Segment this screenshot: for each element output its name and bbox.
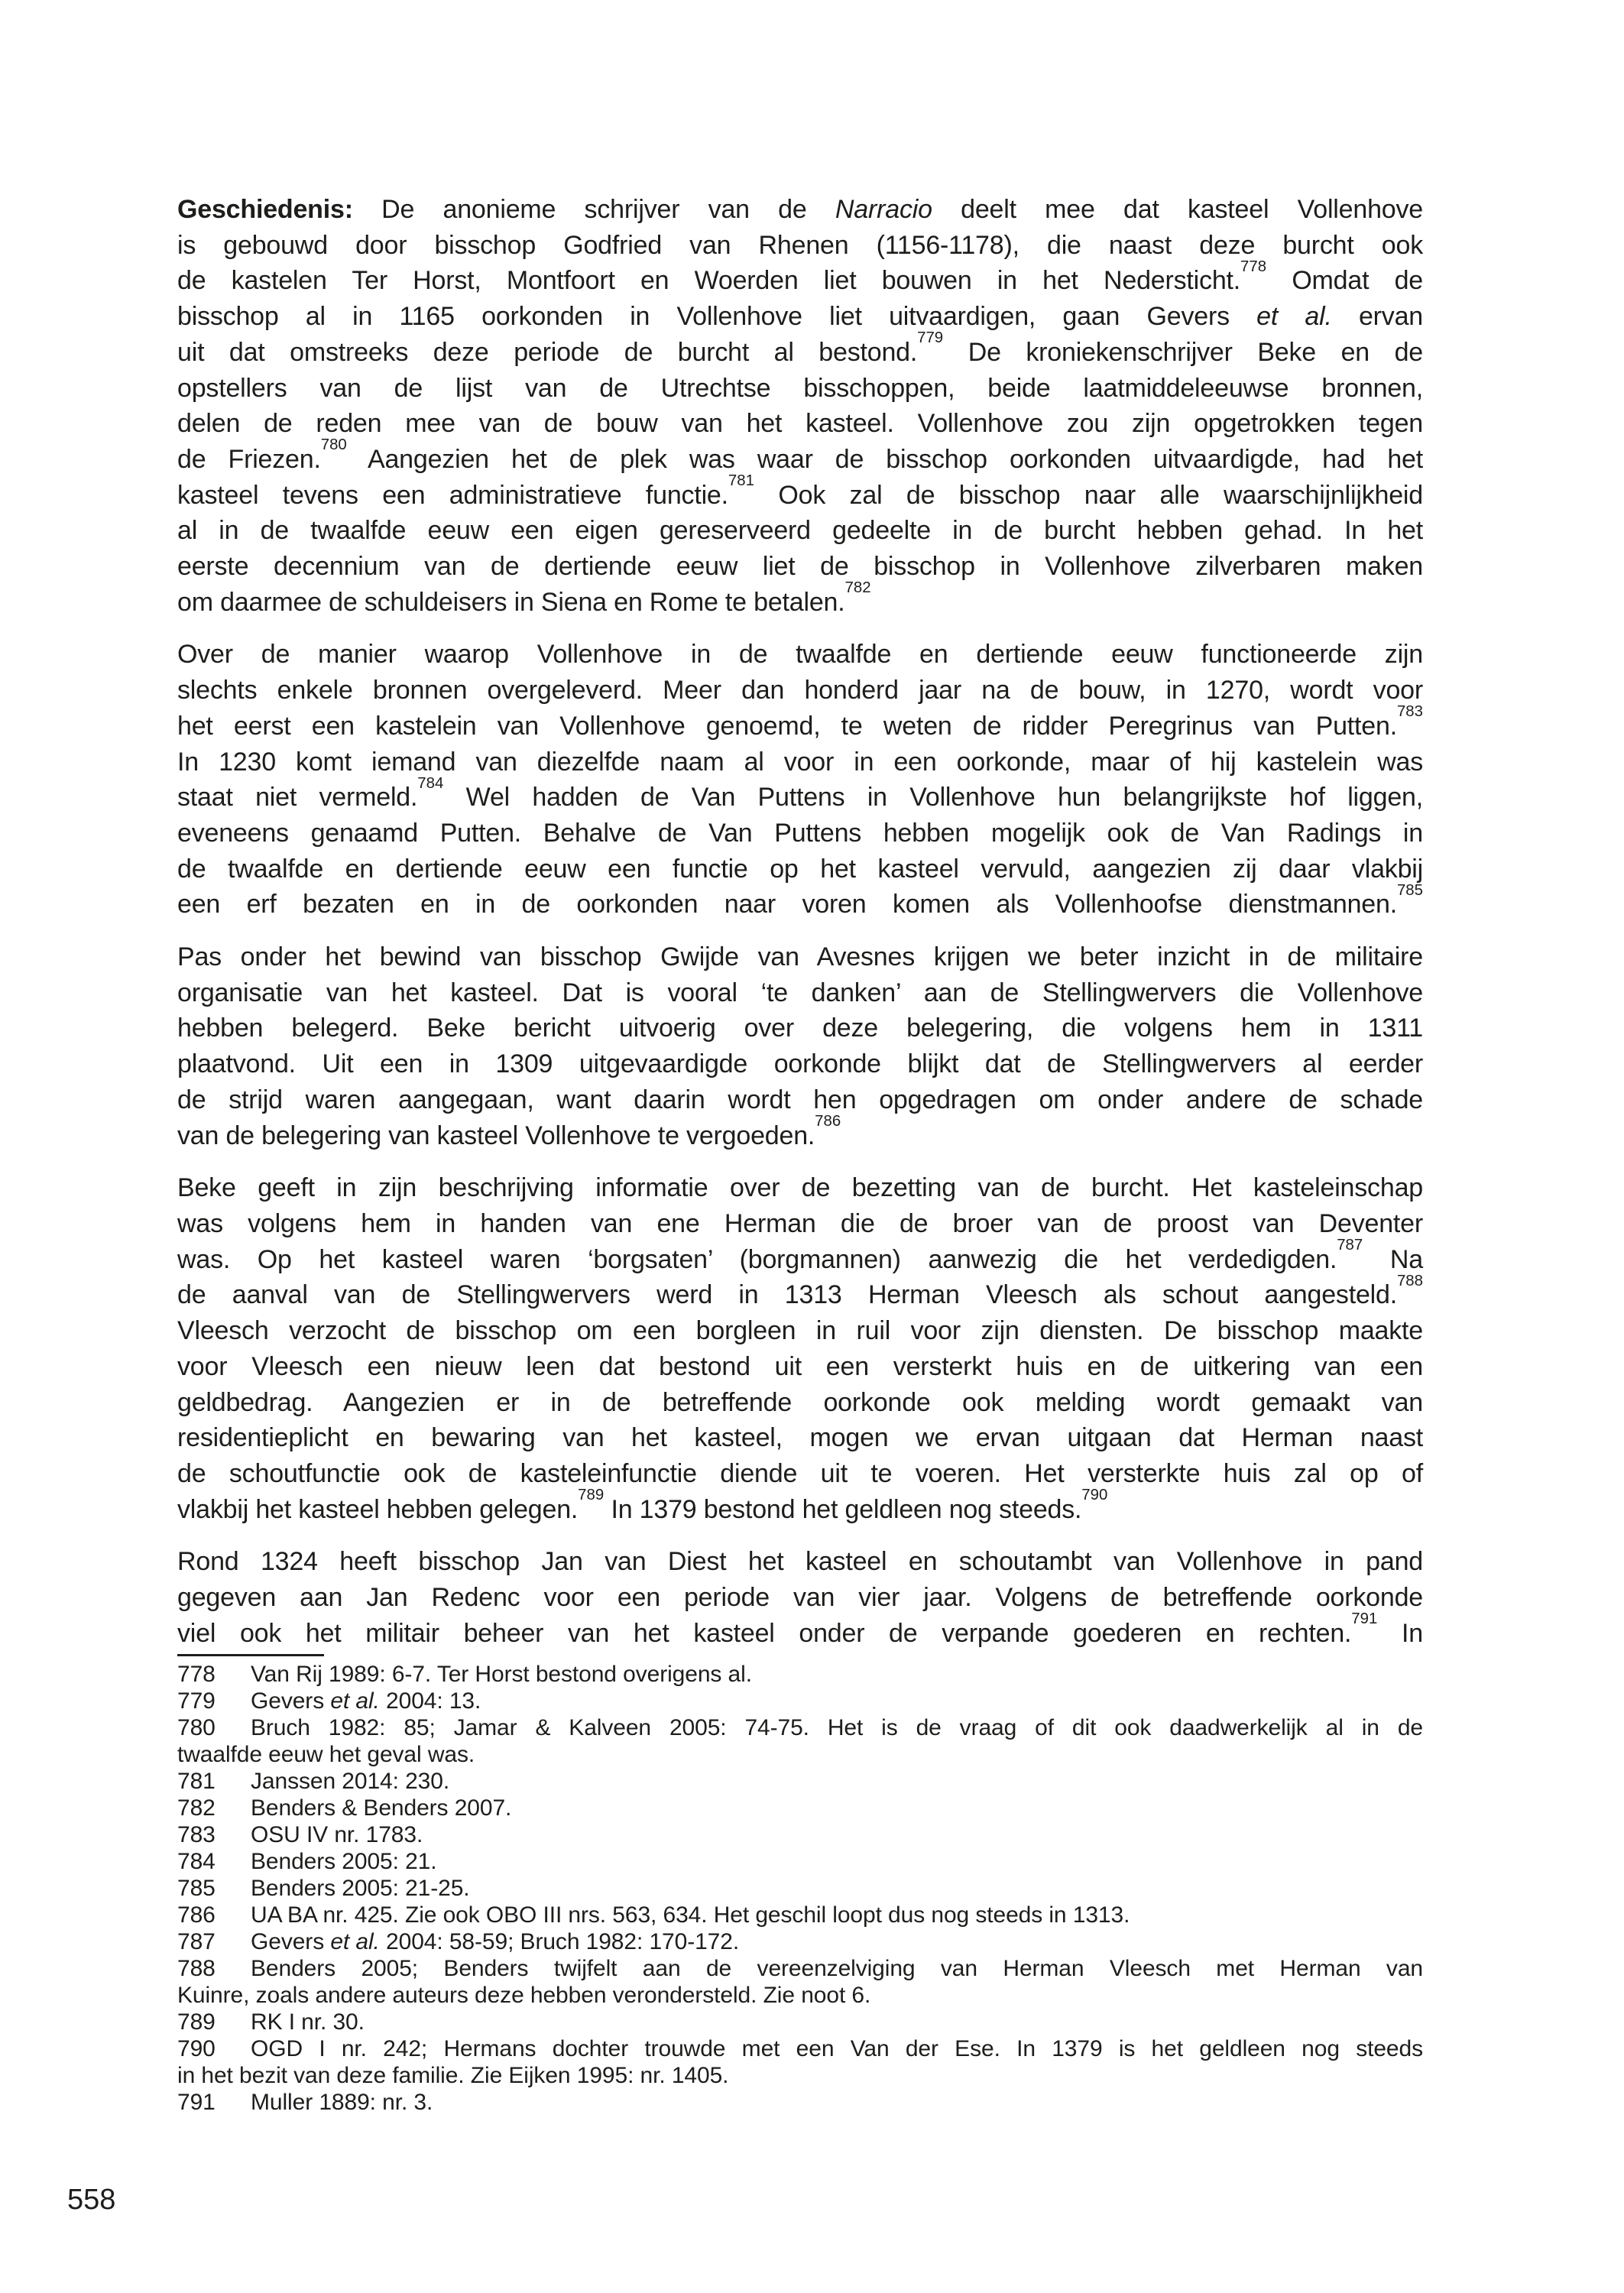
text-line: de kastelen Ter Horst, Montfoort en Woerden liet bouwen in het Nedersticht.$^{778}$ Omdat de: [177, 258, 1424, 296]
footnote-line: [177, 1875, 1423, 1902]
text-line: de schoutfunctie ook de kasteleinfunctie diende uit te voeren. Het versterkte huis zal op of: [177, 1458, 1423, 1488]
footnote-number: 783: [177, 1822, 216, 1848]
footnote-text: Bruch 1982: 85; Jamar & Kalveen 2005: 74-75. Het is de vraag of dit ook daadwerkelijk al in de: [251, 1715, 1423, 1741]
text-line: delen de reden mee van de bouw van het kasteel. Vollenhove zou zijn opgetrokken tegen: [177, 409, 1423, 439]
footnote: [177, 1688, 1423, 1714]
footnote-line: [177, 1714, 1423, 1741]
footnote-text: Muller 1889: nr. 3.: [251, 2090, 433, 2116]
text-line: eerste decennium van de dertiende eeuw liet de bisschop in Vollenhove zilverbaren maken: [177, 552, 1423, 582]
footnote-text: OGD I nr. 242; Hermans dochter trouwde met een Van der Ese. In 1379 is het geldleen nog steeds: [251, 2036, 1423, 2062]
text-line: Over de manier waarop Vollenhove in de twaalfde en dertiende eeuw functioneerde zijn: [177, 640, 1423, 670]
footnote-text: RK I nr. 30.: [251, 2009, 365, 2035]
paragraph: [177, 192, 1423, 620]
footnote-text: Benders 2005; Benders twijfelt aan de vereenzelviging van Herman Vleesch met Herman van: [251, 1956, 1423, 1982]
text-line: om daarmee de schuldeisers in Siena en Rome te betalen.$^{782}$: [177, 579, 871, 617]
footnote-line: [177, 1902, 1423, 1928]
footnote-line: [177, 1795, 1423, 1821]
footnote-number: 790: [177, 2036, 216, 2062]
text-line: de strijd waren aangegaan, want daarin wordt hen opgedragen om onder andere de schade: [177, 1085, 1423, 1114]
footnote-line: [177, 1821, 1423, 1848]
text-line: bisschop al in 1165 oorkonden in Vollenhove liet uitvaardigen, gaan Gevers et al. ervan: [177, 302, 1424, 332]
text-line: uit dat omstreeks deze periode de burcht al bestond.$^{779}$ De kroniekenschrijver Beke en de: [177, 329, 1423, 367]
paragraph: [177, 939, 1423, 1153]
text-line: eveneens genaamd Putten. Behalve de Van Puttens hebben mogelijk ook de Van Radings in: [177, 818, 1423, 848]
footnote: [177, 1714, 1423, 1768]
text-line: gegeven aan Jan Redenc voor een periode van vier jaar. Volgens de betreffende oorkonde: [177, 1583, 1423, 1613]
text-line: geldbedrag. Aangezien er in de betreffende oorkonde ook melding wordt gemaakt van: [177, 1387, 1423, 1417]
footnote: [177, 1795, 1423, 1821]
text-line: was. Op het kasteel waren ‘borgsaten’ (borgmannen) aanwezig die het verdedigden.$^{787}$ Na: [177, 1237, 1423, 1274]
footnotes-section: [177, 1661, 1423, 2116]
footnote-text: Benders & Benders 2007.: [251, 1795, 512, 1821]
text-line: viel ook het militair beheer van het kasteel onder de verpande goederen en rechten.$^{791}$ In: [177, 1610, 1424, 1648]
text-line: is gebouwd door bisschop Godfried van Rhenen (1156-1178), die naast deze burcht ook: [177, 230, 1423, 260]
text-line: Beke geeft in zijn beschrijving informatie over de bezetting van de burcht. Het kasteleinschap: [177, 1173, 1423, 1203]
text-line: de aanval van de Stellingwervers werd in 1313 Herman Vleesch als schout aangesteld.$^{788}$: [177, 1272, 1423, 1310]
footnote-line: [177, 2009, 1423, 2035]
footnote-number: 788: [177, 1956, 216, 1982]
footnote: [177, 2089, 1423, 2116]
footnote: [177, 1768, 1423, 1795]
text-line: plaatvond. Uit een in 1309 uitgevaardigde oorkonde blijkt dat de Stellingwervers al eerder: [177, 1049, 1423, 1079]
footnote-number: 781: [177, 1769, 216, 1795]
text-line: het eerst een kastelein van Vollenhove genoemd, te weten de ridder Peregrinus van Putten.$^{783}$: [177, 703, 1423, 741]
footnote-number: 791: [177, 2090, 216, 2116]
footnote-number: 787: [177, 1929, 216, 1955]
text-line: kasteel tevens een administratieve functie.$^{781}$ Ook zal de bisschop naar alle waarschijnlijkheid: [177, 472, 1423, 510]
footnote-number: 785: [177, 1876, 216, 1902]
footnote-number: 786: [177, 1902, 216, 1928]
text-line: Geschiedenis: De anonieme schrijver van de Narracio deelt mee dat kasteel Vollenhove: [177, 195, 1424, 224]
footnote-line: [177, 1848, 1423, 1875]
footnote-separator-rule: [177, 1654, 324, 1656]
footnote: [177, 2035, 1423, 2089]
footnote-line: [177, 2089, 1423, 2116]
footnote-number: 789: [177, 2009, 216, 2035]
text-line: opstellers van de lijst van de Utrechtse bisschoppen, beide laatmiddeleeuwse bronnen,: [177, 373, 1423, 403]
paragraph: [177, 637, 1423, 923]
footnote-text: OSU IV nr. 1783.: [251, 1822, 423, 1848]
footnote: [177, 1928, 1423, 1955]
text-line: staat niet vermeld.$^{784}$ Wel hadden de Van Puttens in Vollenhove hun belangrijkste hof liggen,: [177, 774, 1423, 812]
text-line: al in de twaalfde eeuw een eigen gereserveerd gedeelte in de burcht hebben gehad. In het: [177, 516, 1423, 546]
text-line: een erf bezaten en in de oorkonden naar voren komen als Vollenhoofse dienstmannen.$^{785}$: [177, 881, 1423, 919]
body-paragraphs: [177, 192, 1423, 1651]
footnote-text: Benders 2005: 21-25.: [251, 1876, 470, 1902]
footnote-line: [177, 1928, 1423, 1955]
footnote-line: twaalfde eeuw het geval was.: [177, 1742, 475, 1768]
text-line: organisatie van het kasteel. Dat is vooral ‘te danken’ aan de Stellingwervers die Vollenhove: [177, 978, 1423, 1007]
text-line: Vleesch verzocht de bisschop om een borgleen in ruil voor zijn diensten. De bisschop maakte: [177, 1316, 1423, 1346]
footnote-text: Benders 2005: 21.: [251, 1849, 437, 1875]
footnote-line: [177, 1768, 1423, 1795]
footnote-number: 779: [177, 1688, 216, 1714]
footnote-text: UA BA nr. 425. Zie ook OBO III nrs. 563, 634. Het geschil loopt dus nog steeds in 1313.: [251, 1902, 1130, 1928]
footnote: [177, 1661, 1423, 1688]
footnote-line: [177, 1661, 1423, 1688]
footnote-number: 778: [177, 1662, 216, 1688]
footnote-number: 780: [177, 1715, 216, 1741]
footnote: [177, 1902, 1423, 1928]
footnote-line: in het bezit van deze familie. Zie Eijken 1995: nr. 1405.: [177, 2063, 729, 2089]
footnote-number: 782: [177, 1795, 216, 1821]
paragraph: [177, 1170, 1423, 1527]
text-line: residentieplicht en bewaring van het kasteel, mogen we ervan uitgaan dat Herman naast: [177, 1423, 1423, 1453]
footnote-line: [177, 1688, 1423, 1714]
footnote: [177, 1875, 1423, 1902]
text-line: In 1230 komt iemand van diezelfde naam al voor in een oorkonde, maar of hij kastelein was: [177, 747, 1423, 777]
page-number: 558: [67, 2184, 116, 2216]
text-line: voor Vleesch een nieuw leen dat bestond uit een versterkt huis en de uitkering van een: [177, 1351, 1423, 1381]
text-line: vlakbij het kasteel hebben gelegen.$^{789}$ In 1379 bestond het geldleen nog steeds.$^{790}$: [177, 1487, 1108, 1524]
text-line: was volgens hem in handen van ene Herman die de broer van de proost van Deventer: [177, 1208, 1423, 1238]
text-line: Pas onder het bewind van bisschop Gwijde van Avesnes krijgen we beter inzicht in de militaire: [177, 942, 1423, 972]
text-line: hebben belegerd. Beke bericht uitvoerig over deze belegering, die volgens hem in 1311: [177, 1014, 1423, 1043]
footnote-text: Van Rij 1989: 6-7. Ter Horst bestond overigens al.: [251, 1662, 752, 1688]
footnote-line: [177, 1955, 1423, 1982]
text-line: Rond 1324 heeft bisschop Jan van Diest het kasteel en schoutambt van Vollenhove in pand: [177, 1547, 1423, 1577]
footnote: [177, 1848, 1423, 1875]
paragraph: [177, 1544, 1423, 1651]
text-line: van de belegering van kasteel Vollenhove te vergoeden.$^{786}$: [177, 1113, 841, 1150]
footnote-line: Kuinre, zoals andere auteurs deze hebben verondersteld. Zie noot 6.: [177, 1983, 871, 2009]
text-column: [177, 192, 1423, 2116]
footnote: [177, 1955, 1423, 2009]
footnote: [177, 2009, 1423, 2035]
text-line: de Friezen.$^{780}$ Aangezien het de plek was waar de bisschop oorkonden uitvaardigde, had het: [177, 436, 1423, 474]
text-line: slechts enkele bronnen overgeleverd. Meer dan honderd jaar na de bouw, in 1270, wordt voor: [177, 676, 1423, 705]
footnote-line: [177, 2035, 1423, 2062]
footnote-number: 784: [177, 1849, 216, 1875]
text-line: de twaalfde en dertiende eeuw een functie op het kasteel vervuld, aangezien zij daar vlakbij: [177, 854, 1423, 884]
footnote-text: Janssen 2014: 230.: [251, 1769, 450, 1795]
footnote: [177, 1821, 1423, 1848]
footnote-text: Gevers et al. 2004: 13.: [251, 1688, 481, 1714]
footnote-text: Gevers et al. 2004: 58-59; Bruch 1982: 170-172.: [251, 1929, 740, 1955]
